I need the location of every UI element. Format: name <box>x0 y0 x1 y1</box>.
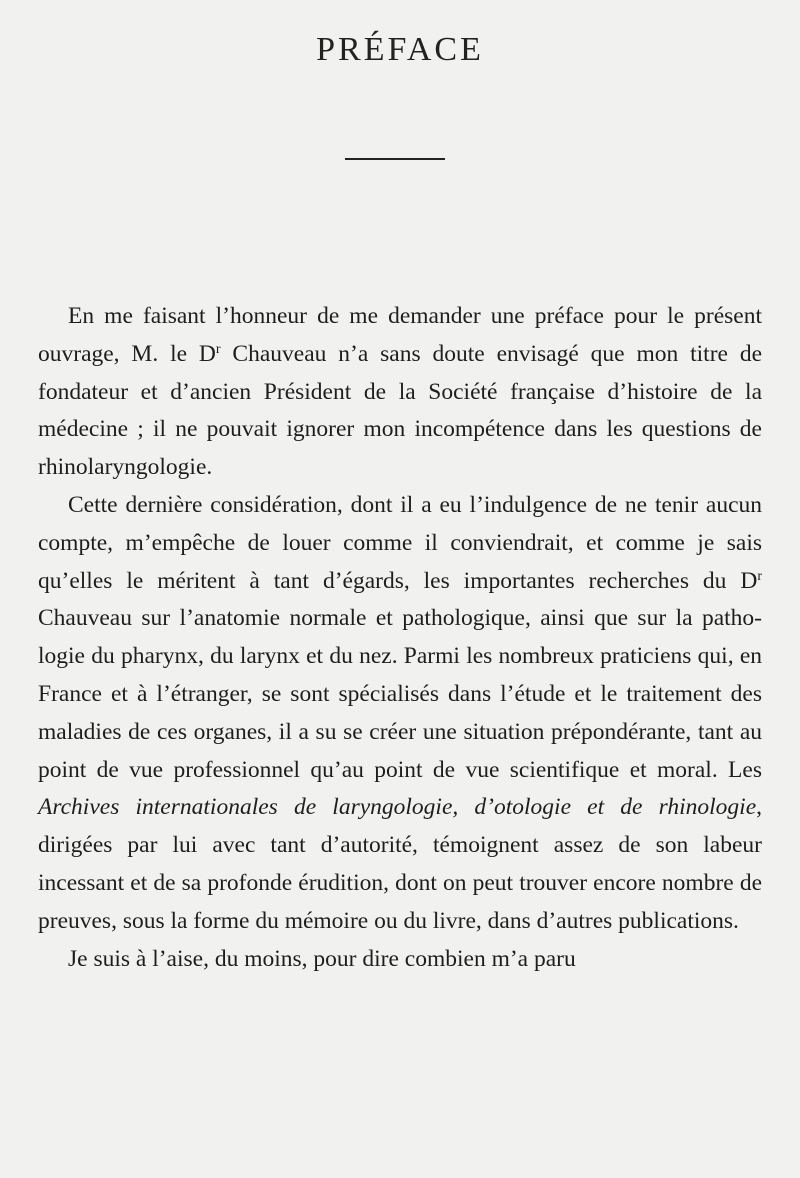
page-title: PRÉFACE <box>316 31 484 68</box>
paragraph-3 <box>38 941 762 979</box>
paragraph-2-text-b: Chauveau sur l’anatomie normale et pathologique, ainsi que sur la pathologie du pharynx, du larynx et du nez. Parmi les nombreux praticiens qui, en France et à l’étranger, se sont spécialisés dans l’étude et le traitement des maladies de ces organes, il a su se créer une situation prépondérante, tant au point de vue professionnel qu’au point de vue scientifique et moral. Les <box>38 605 762 783</box>
preface-body <box>38 298 762 978</box>
title-divider <box>345 158 445 160</box>
paragraph-2 <box>38 487 762 941</box>
superscript-r: r <box>215 341 221 357</box>
paragraph-3-text-a: Je suis à l’aise, du moins, pour dire combien m’a paru <box>68 945 576 972</box>
paragraph-1-text-a: En me faisant l’honneur de me demander une préface pour le présent ouvrage, M. le D <box>38 303 762 367</box>
paragraph-1-text-b: Chauveau n’a sans doute envisagé que mon titre de fondateur et d’ancien Président de la Société française d’histoire de la médecine ; il ne pouvait ignorer mon incompétence dans les questions de rhinolaryngologie. <box>38 340 763 481</box>
journal-title: Archives internationales de laryngologie, d’otologie et de rhinologie <box>38 794 757 821</box>
paragraph-1 <box>38 298 762 487</box>
superscript-r: r <box>757 568 762 584</box>
paragraph-2-text-a: Cette dernière considération, dont il a eu l’indulgence de ne tenir aucun compte, m’empêche de louer comme il conviendrait, et comme je sais qu’elles le méritent à tant d’égards, les importantes recherches du D <box>38 491 762 594</box>
paragraph-2-text-c: , dirigées par lui avec tant d’autorité, témoignent assez de son labeur incessant et de sa profonde érudition, dont on peut trouver encore nombre de preuves, sous la forme du mémoire ou du livre, dans d’autres publications. <box>38 794 762 934</box>
